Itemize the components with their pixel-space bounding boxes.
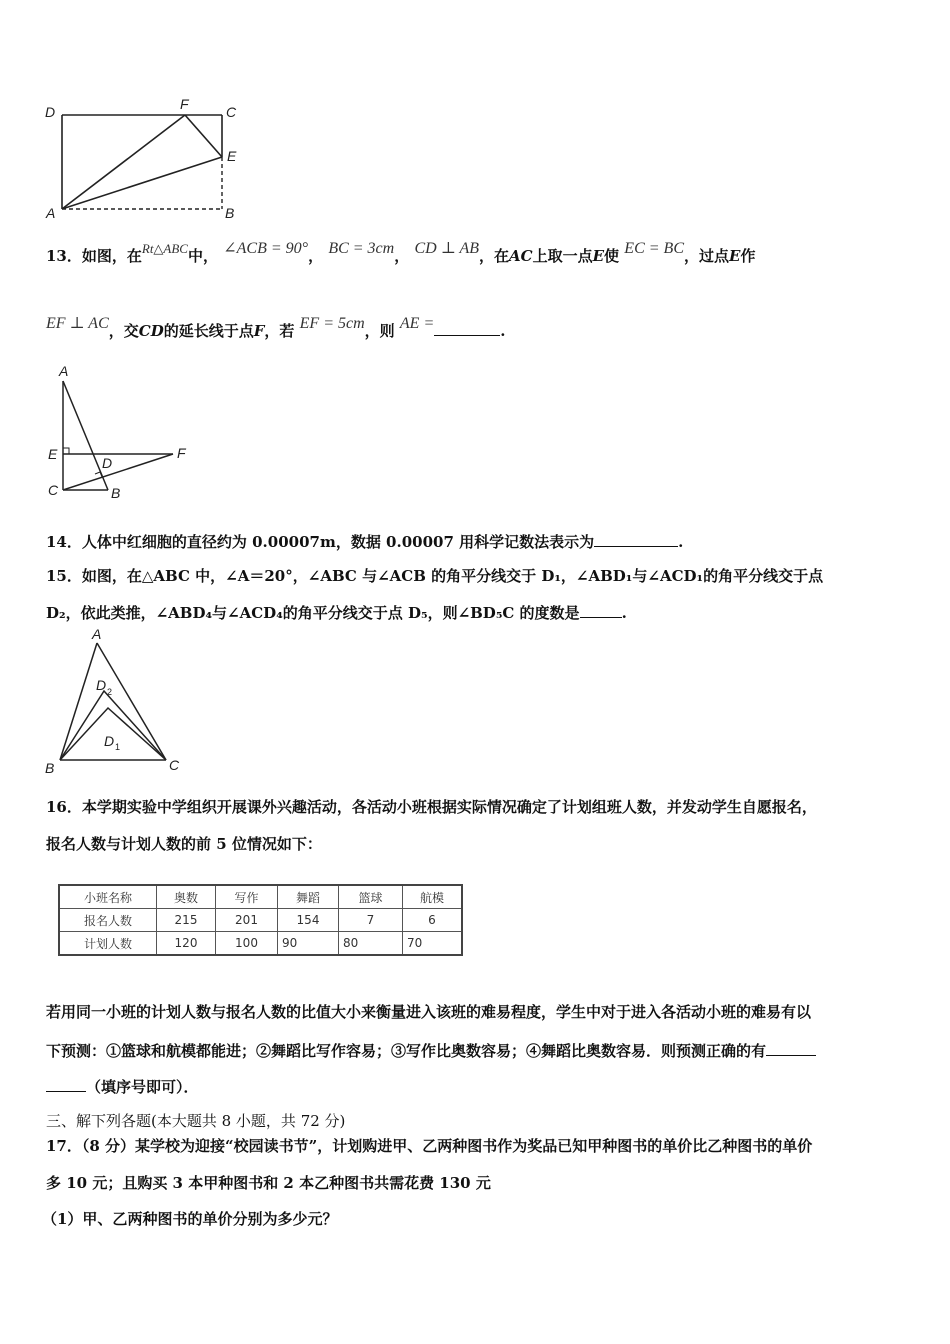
- label-a: A: [46, 205, 56, 221]
- label-c: C: [48, 482, 59, 498]
- label-d: D: [102, 455, 113, 471]
- q13-text3: 上取一点: [532, 247, 593, 265]
- q16-line-3: 若用同一小班的计划人数与报名人数的比值大小来衡量进入该班的难易程度，学生中对于进入各活动小班的难易有以: [46, 1003, 812, 1021]
- q14-text: 14．人体中红细胞的直径约为 0.00007m，数据 0.00007 用科学记数法表示为: [46, 533, 595, 551]
- q15-line-2: D₂，依此类推，∠ABD₄与∠ACD₄的角平分线交于点 D₅，则∠BD₅C 的度数是: [46, 604, 580, 622]
- q14-end: .: [678, 533, 684, 551]
- q13-e2: E: [729, 247, 741, 265]
- table-cell: 计划人数: [59, 932, 157, 956]
- q13-e1: E: [592, 247, 605, 265]
- table-cell: 航模: [403, 885, 463, 909]
- q13-text5: ，过点: [683, 247, 729, 265]
- label-a: A: [92, 628, 102, 642]
- q13-cd: CD: [138, 322, 164, 340]
- q16-line-5: （填序号即可）．: [86, 1078, 199, 1096]
- question-16-line-3: [46, 1002, 811, 1022]
- table-cell: 舞蹈: [278, 885, 339, 909]
- q16-line-1: 16．本学期实验中学组织开展课外兴趣活动，各活动小班根据实际情况确定了计划组班人数，并发动学生自愿报名，: [46, 798, 817, 816]
- question-16-line-4: [46, 1041, 816, 1061]
- figure-rectangle-abcd: [40, 98, 250, 223]
- q13-sep2: ，: [394, 247, 410, 265]
- q16-answer-blank-2[interactable]: [46, 1091, 86, 1092]
- q13-text4: 使: [604, 247, 620, 265]
- table-cell: 215: [157, 909, 216, 932]
- q16-line-4: 下预测：①篮球和航模都能进；②舞蹈比写作容易；③写作比奥数容易；④舞蹈比奥数容易．则预测正确的有: [46, 1042, 767, 1060]
- right-angle-e: [63, 448, 69, 454]
- table-cell: 70: [403, 932, 463, 956]
- label-f: F: [180, 98, 189, 112]
- segment-fe: [185, 115, 222, 157]
- label-c: C: [169, 757, 180, 773]
- segment-ae: [62, 157, 222, 209]
- q17-line-2: 多 10 元；且购买 3 本甲种图书和 2 本乙种图书共需花费 130 元: [46, 1174, 491, 1192]
- question-13-line-1: [46, 240, 756, 267]
- table-header-row: [59, 885, 462, 909]
- label-f: F: [177, 445, 186, 461]
- label-d2-subscript: 2: [107, 687, 113, 697]
- label-d: D: [45, 104, 56, 120]
- segment-ab: [63, 381, 108, 490]
- question-14: [46, 532, 683, 552]
- table-cell: 100: [216, 932, 278, 956]
- q13-line2b: 的延长线于点: [163, 322, 254, 340]
- question-16-line-1: [46, 797, 817, 817]
- q16-line-2: 报名人数与计划人数的前 5 位情况如下：: [46, 835, 322, 853]
- question-16-line-5: [46, 1077, 199, 1097]
- question-15-line-2: [46, 603, 627, 623]
- q17-sub-1: （1）甲、乙两种图书的单价分别为多少元？: [42, 1210, 338, 1228]
- q17-line-1: 17．（8 分）某学校为迎接“校园读书节”，计划购进甲、乙两种图书作为奖品已知甲种图书的单价比乙种图书的单价: [46, 1137, 813, 1155]
- q13-ef-perp-ac: EF ⊥ AC: [46, 315, 109, 332]
- q13-ef-length: EF = 5cm: [299, 315, 365, 332]
- table-cell: 6: [403, 909, 463, 932]
- q14-answer-blank[interactable]: [594, 546, 678, 547]
- q13-bc-length: BC = 3cm: [328, 240, 395, 257]
- q13-end: .: [500, 322, 506, 340]
- question-16-line-2: [46, 834, 322, 854]
- enrollment-table: [58, 884, 463, 956]
- q13-angle-acb: ∠ACB = 90°: [223, 240, 309, 257]
- label-b: B: [45, 760, 55, 776]
- question-17-line-2: [46, 1173, 491, 1193]
- table-cell: 7: [339, 909, 403, 932]
- label-d1: D: [104, 733, 115, 749]
- label-a: A: [59, 364, 69, 379]
- table-row: [59, 932, 462, 956]
- section-3-heading: [46, 1111, 345, 1131]
- label-e: E: [227, 148, 237, 164]
- table-cell: 小班名称: [59, 885, 157, 909]
- label-b: B: [111, 485, 121, 501]
- q13-line2a: ，交: [108, 322, 139, 340]
- q13-line2c: ，若: [264, 322, 295, 340]
- q13-answer-blank[interactable]: [434, 335, 500, 336]
- label-b: B: [225, 205, 235, 221]
- q13-sep1: ，: [308, 247, 324, 265]
- q13-text2: ，在: [479, 247, 510, 265]
- q13-ae-eq: AE =: [399, 315, 435, 332]
- q13-mid1: 中，: [187, 247, 218, 265]
- table-cell: 奥数: [157, 885, 216, 909]
- table-cell: 201: [216, 909, 278, 932]
- section-3-title: 三、解下列各题(本大题共 8 小题，共 72 分): [46, 1112, 346, 1130]
- question-17-line-1: [46, 1136, 812, 1156]
- table-cell: 写作: [216, 885, 278, 909]
- label-e: E: [48, 446, 58, 462]
- q13-line2d: ，则: [364, 322, 395, 340]
- q13-text6: 作: [740, 247, 756, 265]
- q16-answer-blank-1[interactable]: [766, 1055, 816, 1056]
- bisector-d2: [60, 691, 166, 760]
- table-cell: 篮球: [339, 885, 403, 909]
- table-row: [59, 909, 462, 932]
- q15-line-1: 15．如图，在△ABC 中，∠A＝20°，∠ABC 与∠ACB 的角平分线交于 D₁，∠ABD₁与∠ACD₁的角平分线交于点: [46, 567, 824, 585]
- label-d1-subscript: 1: [115, 742, 121, 752]
- q13-ec-eq-bc: EC = BC: [624, 240, 684, 257]
- figure-triangle-bisectors: [40, 628, 200, 778]
- q13-rt-triangle: Rt△ABC: [141, 241, 188, 256]
- figure-right-triangle-efcd: [40, 364, 200, 506]
- q13-number: 13．如图，在: [46, 247, 142, 265]
- question-13-line-2: [46, 315, 506, 342]
- label-d2: D: [96, 677, 107, 693]
- table-cell: 90: [278, 932, 339, 956]
- table-cell: 报名人数: [59, 909, 157, 932]
- q15-answer-blank[interactable]: [580, 617, 622, 618]
- q13-cd-perp-ab: CD ⊥ AB: [414, 240, 479, 257]
- table-cell: 80: [339, 932, 403, 956]
- q15-end: .: [621, 604, 627, 622]
- question-17-sub-1: [42, 1209, 337, 1229]
- table-cell: 120: [157, 932, 216, 956]
- label-c: C: [226, 104, 237, 120]
- q13-f: F: [253, 322, 265, 340]
- segment-ab: [60, 643, 97, 760]
- q13-ac: AC: [509, 247, 533, 265]
- table-cell: 154: [278, 909, 339, 932]
- segment-af: [62, 115, 185, 209]
- question-15-line-1: [46, 566, 823, 586]
